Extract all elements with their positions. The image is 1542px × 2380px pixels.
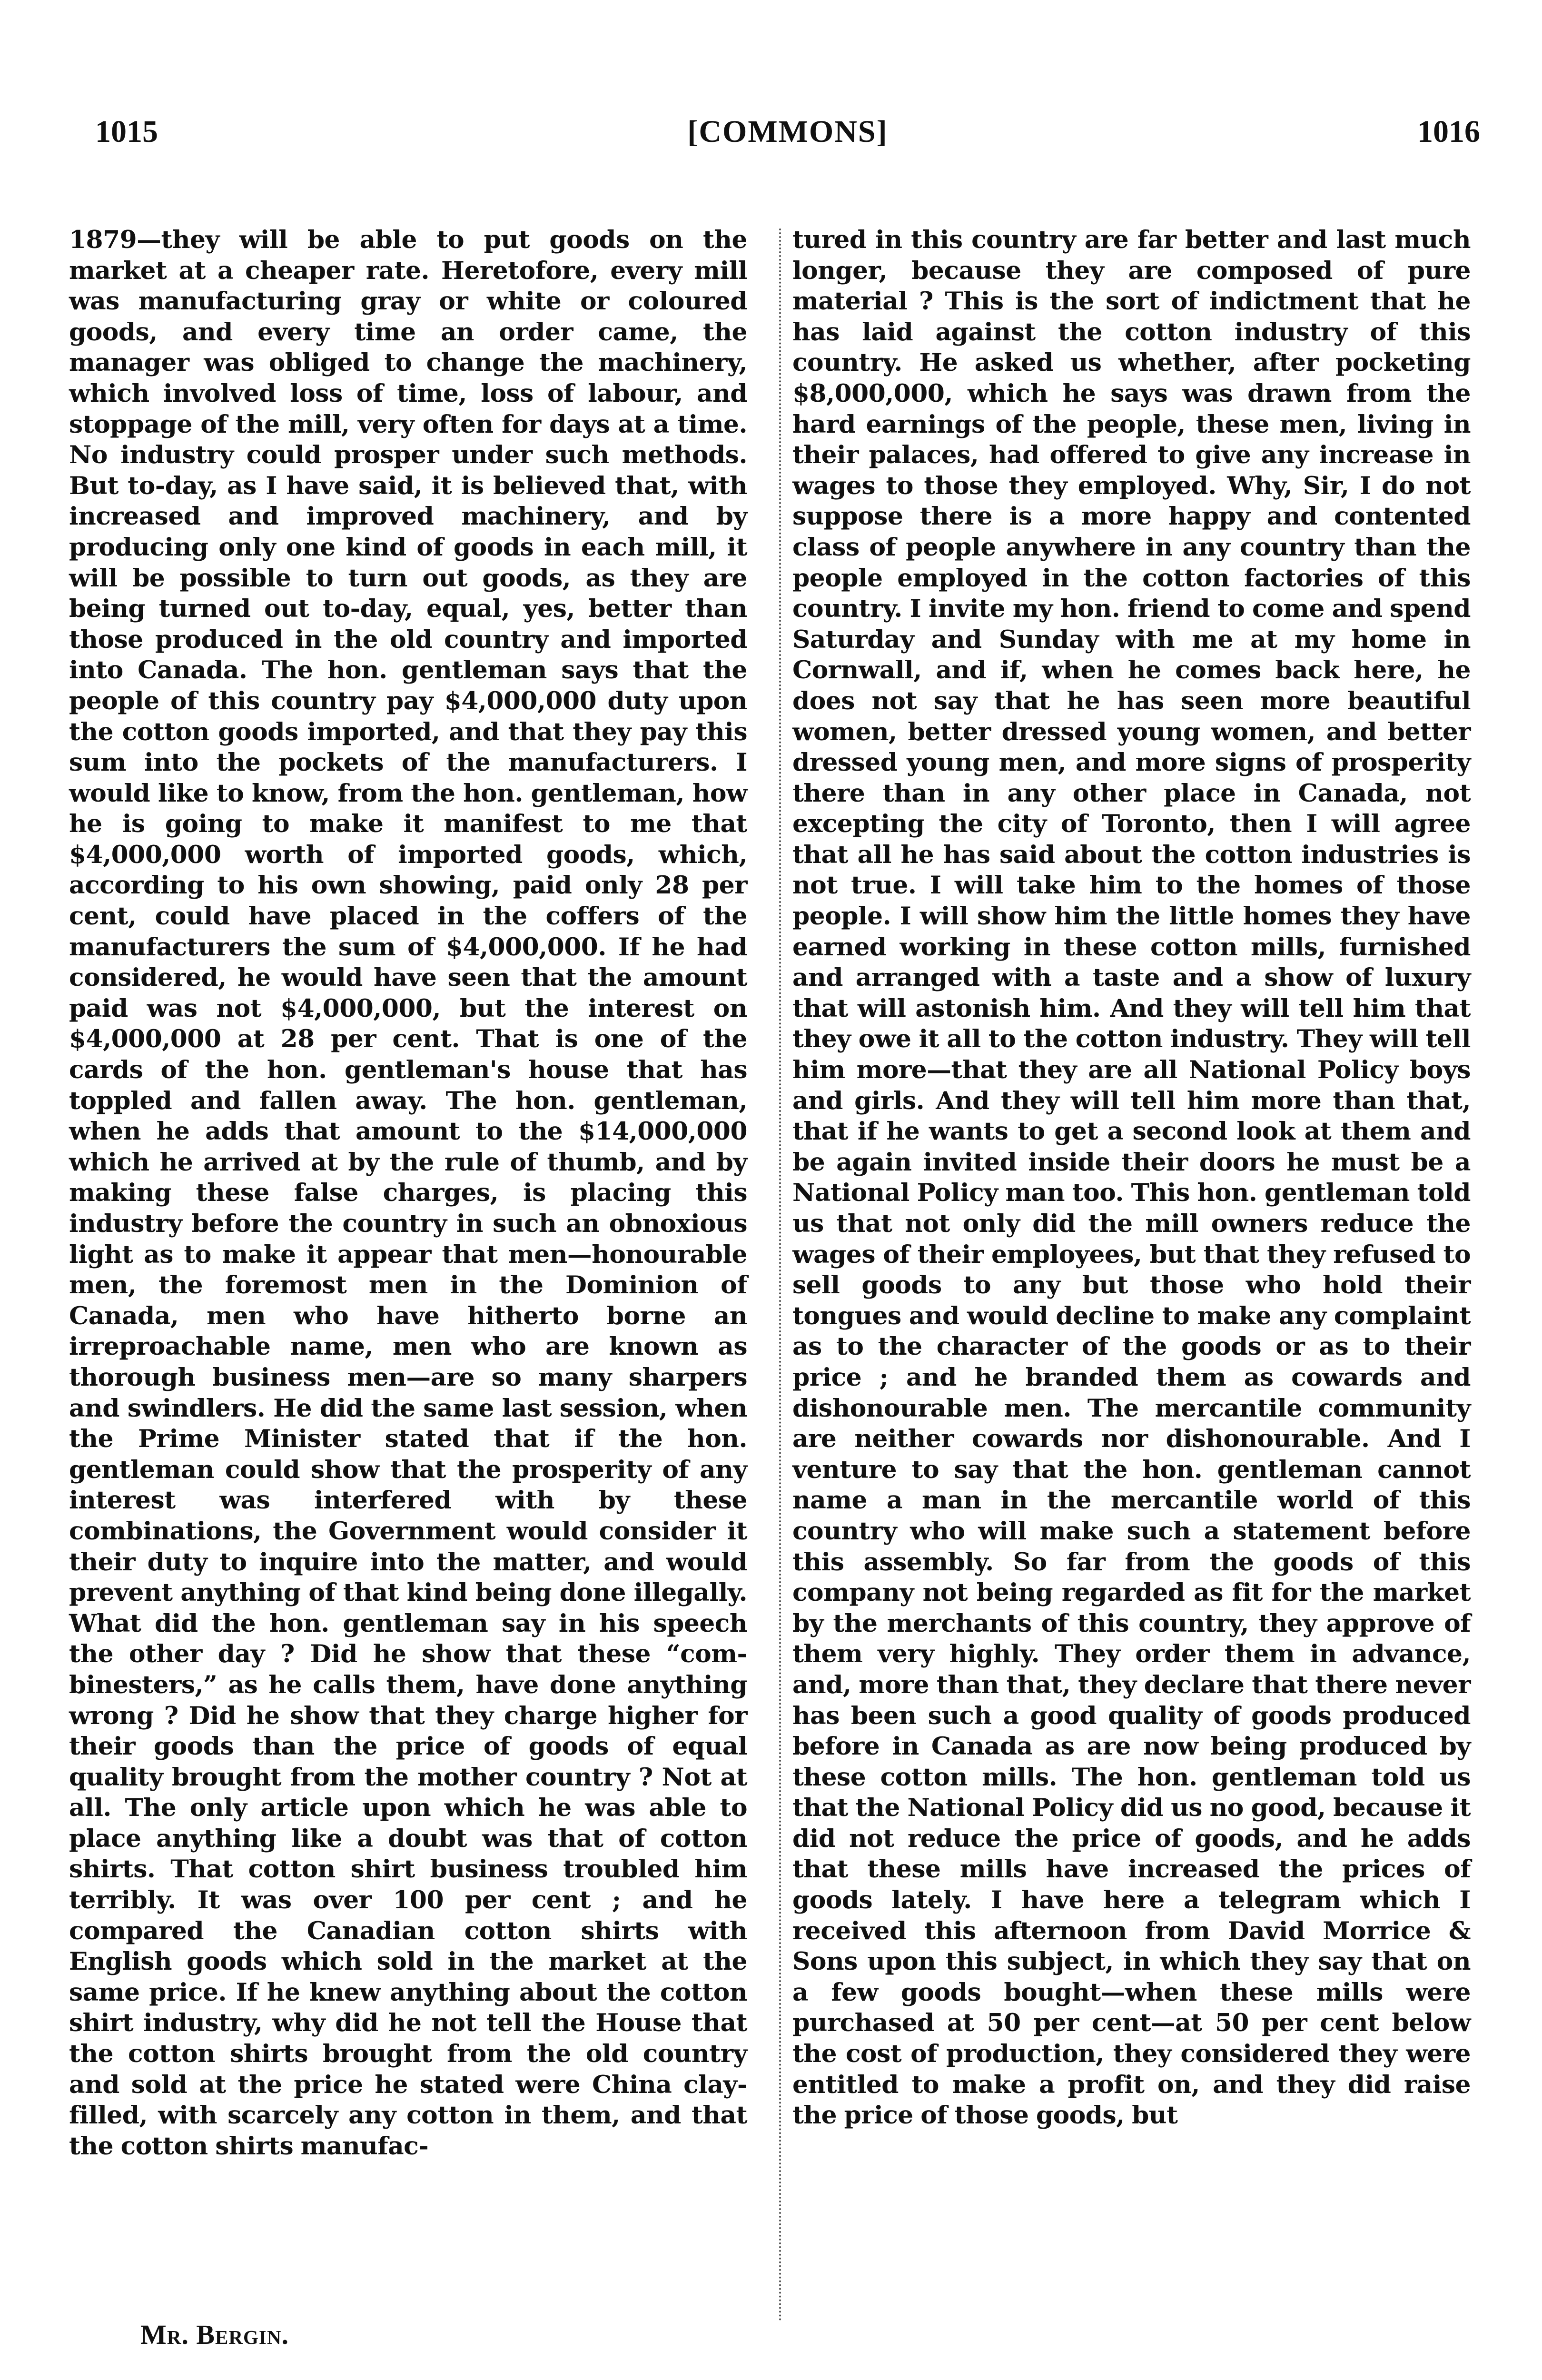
speaker-signature: Mr. Bergin. xyxy=(140,2319,289,2350)
page-number-left: 1015 xyxy=(95,114,158,149)
page-number-right: 1016 xyxy=(1417,114,1480,149)
column-divider xyxy=(779,228,781,2323)
running-head-title: [COMMONS] xyxy=(687,114,888,149)
running-header xyxy=(95,106,1480,158)
left-column-text: 1879—they will be able to put goods on the market at a cheaper rate. Heretofore, every mill was manufacturing gray or white or coloured goods, and every time an order came, the manager was obliged to change the machinery, which involved loss of time, loss of labour, and stoppage of the mill, very often for days at a time. No industry could prosper under such methods. But to-day, as I have said, it is believed that, with increased and improved machinery, and by producing only one kind of goods in each mill, it will be possible to turn out goods, as they are being turned out to-day, equal, yes, better than those produced in the old country and imported into Canada. The hon. gentleman says that the people of this country pay $4,000,000 duty upon the cotton goods imported, and that they pay this sum into the pockets of the manufacturers. I would like to know, from the hon. gentleman, how he is going to make it manifest to me that $4,000,000 worth of imported goods, which, according to his own showing, paid only 28 per cent, could have placed in the coffers of the manufacturers the sum of $4,000,000. If he had considered, he would have seen that the amount paid was not $4,000,000, but the interest on $4,000,000 at 28 per cent. That is one of the cards of the hon. gentleman's house that has toppled and fallen away. The hon. gentleman, when he adds that amount to the $14,000,000 which he arrived at by the rule of thumb, and by making these false charges, is placing this industry before the country in such an obnoxious light as to make it appear that men—honourable men, the foremost men in the Dominion of Canada, men who have hitherto borne an irreproachable name, men who are known as thorough business men—are so many sharpers and swindlers. He did the same last session, when the Prime Minister stated that if the hon. gentleman could show that the prosperity of any interest was interfered with by these combinations, the Government would consider it their duty to inquire into the matter, and would prevent anything of that kind being done illegally. What did the hon. gentleman say in his speech the other day ? Did he show that these “combinesters,” as he calls them, have done anything wrong ? Did he show that they charge higher for their goods than the price of goods of equal quality brought from the mother country ? Not at all. The only article upon which he was able to place anything like a doubt was that of cotton shirts. That cotton shirt business troubled him terribly. It was over 100 per cent ; and he compared the Canadian cotton shirts with English goods which sold in the market at the same price. If he knew anything about the cotton shirt industry, why did he not tell the House that the cotton shirts brought from the old country and sold at the price he stated were China clay-filled, with scarcely any cotton in them, and that the cotton shirts manufac- xyxy=(69,225,747,2161)
right-column-text: tured in this country are far better and last much longer, because they are composed of pure material ? This is the sort of indictment that he has laid against the cotton industry of this country. He asked us whether, after pocketing $8,000,000, which he says was drawn from the hard earnings of the people, these men, living in their palaces, had offered to give any increase in wages to those they employed. Why, Sir, I do not suppose there is a more happy and contented class of people anywhere in any country than the people employed in the cotton factories of this country. I invite my hon. friend to come and spend Saturday and Sunday with me at my home in Cornwall, and if, when he comes back here, he does not say that he has seen more beautiful women, better dressed young women, and better dressed young men, and more signs of prosperity there than in any other place in Canada, not excepting the city of Toronto, then I will agree that all he has said about the cotton industries is not true. I will take him to the homes of those people. I will show him the little homes they have earned working in these cotton mills, furnished and arranged with a taste and a show of luxury that will astonish him. And they will tell him that they owe it all to the cotton industry. They will tell him more—that they are all National Policy boys and girls. And they will tell him more than that, that if he wants to get a second look at them and be again invited inside their doors he must be a National Policy man too. This hon. gentleman told us that not only did the mill owners reduce the wages of their employees, but that they refused to sell goods to any but those who hold their tongues and would decline to make any complaint as to the character of the goods or as to their price ; and he branded them as cowards and dishonourable men. The mercantile community are neither cowards nor dishonourable. And I venture to say that the hon. gentleman cannot name a man in the mercantile world of this country who will make such a statement before this assembly. So far from the goods of this company not being regarded as fit for the market by the merchants of this country, they approve of them very highly. They order them in advance, and, more than that, they declare that there never has been such a good quality of goods produced before in Canada as are now being produced by these cotton mills. The hon. gentleman told us that the National Policy did us no good, because it did not reduce the price of goods, and he adds that these mills have increased the prices of goods lately. I have here a telegram which I received this afternoon from David Morrice & Sons upon this subject, in which they say that on a few goods bought—when these mills were purchased at 50 per cent—at 50 per cent below the cost of production, they considered they were entitled to make a profit on, and they did raise the price of those goods, but xyxy=(792,225,1471,2130)
